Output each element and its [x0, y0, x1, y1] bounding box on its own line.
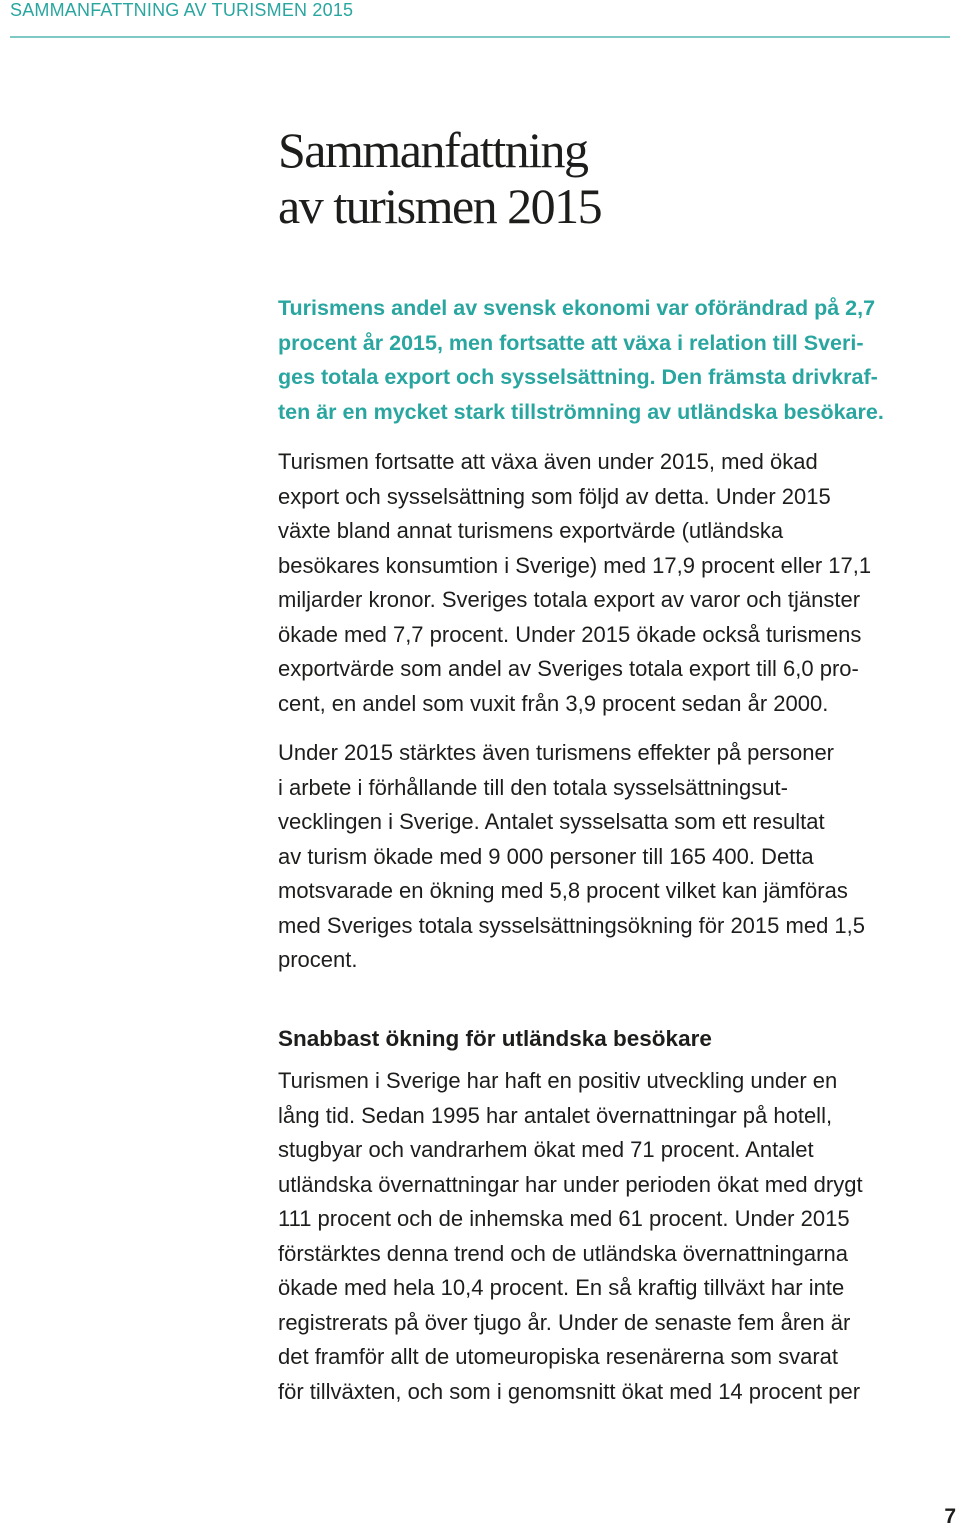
- page-title-line: Sammanfattning: [278, 122, 588, 178]
- body-line: med Sveriges totala sysselsättningsökning för 2015 med 1,5: [278, 912, 865, 938]
- body-line: i arbete i förhållande till den totala sysselsättningsut-: [278, 774, 788, 800]
- body-line: ökade med 7,7 procent. Under 2015 ökade också turismens: [278, 621, 862, 647]
- body-line: av turism ökade med 9 000 personer till 165 400. Detta: [278, 843, 814, 869]
- body-line: Turismen fortsatte att växa även under 2015, med ökad: [278, 449, 818, 474]
- body-line: för tillväxten, och som i genomsnitt ökat med 14 procent per: [278, 1378, 861, 1404]
- body-line: växte bland annat turismens exportvärde (utländska: [278, 518, 784, 543]
- body-line: det framför allt de utomeuropiska resenärerna som svarat: [278, 1344, 839, 1369]
- body-line: motsvarade en ökning med 5,8 procent vilket kan jämföras: [278, 878, 848, 903]
- body-line: 111 procent och de inhemska med 61 procent. Under 2015: [278, 1206, 850, 1231]
- body-line: cent, en andel som vuxit från 3,9 procent sedan år 2000.: [278, 690, 829, 716]
- lead-line: procent år 2015, men fortsatte att växa i relation till Sveri-: [278, 330, 864, 355]
- body-paragraph-employment: [278, 736, 958, 978]
- body-line: registrerats på över tjugo år. Under de senaste fem åren är: [278, 1309, 851, 1335]
- body-line: Under 2015 stärktes även turismens effekter på personer: [278, 740, 835, 765]
- lead-line: ten är en mycket stark tillströmning av utländska besökare.: [278, 399, 884, 424]
- running-header-title: SAMMANFATTNING AV TURISMEN 2015: [10, 0, 354, 20]
- body-line: stugbyar och vandrarhem ökat med 71 procent. Antalet: [278, 1137, 814, 1162]
- lead-line: ges totala export och sysselsättning. Den främsta drivkraf-: [278, 365, 878, 389]
- body-line: miljarder kronor. Sveriges totala export av varor och tjänster: [278, 587, 861, 612]
- body-line: ökade med hela 10,4 procent. En så kraftig tillväxt har inte: [278, 1275, 845, 1300]
- page-number: 7: [944, 1505, 956, 1528]
- body-line: exportvärde som andel av Sveriges totala export till 6,0 pro-: [278, 656, 859, 681]
- body-line: utländska övernattningar har under perioden ökat med drygt: [278, 1171, 863, 1197]
- body-line: procent.: [278, 947, 358, 972]
- lead-line: Turismens andel av svensk ekonomi var oförändrad på 2,7: [278, 296, 876, 320]
- running-header: [10, 0, 950, 38]
- body-line: besökares konsumtion i Sverige) med 17,9 procent eller 17,1: [278, 552, 872, 578]
- body-line: vecklingen i Sverige. Antalet sysselsatta som ett resultat: [278, 809, 825, 834]
- page-title-line: av turismen 2015: [278, 178, 602, 234]
- body-line: förstärktes denna trend och de utländska övernattningarna: [278, 1240, 848, 1266]
- section-heading: Snabbast ökning för utländska besökare: [278, 1026, 712, 1051]
- body-paragraph-exports: [278, 445, 958, 721]
- lead-paragraph: [278, 291, 958, 429]
- body-paragraph-visitors: [278, 1064, 958, 1409]
- body-line: export och sysselsättning som följd av detta. Under 2015: [278, 483, 831, 509]
- body-line: Turismen i Sverige har haft en positiv utveckling under en: [278, 1068, 838, 1093]
- body-line: lång tid. Sedan 1995 har antalet övernattningar på hotell,: [278, 1102, 833, 1128]
- page-title: [278, 122, 938, 234]
